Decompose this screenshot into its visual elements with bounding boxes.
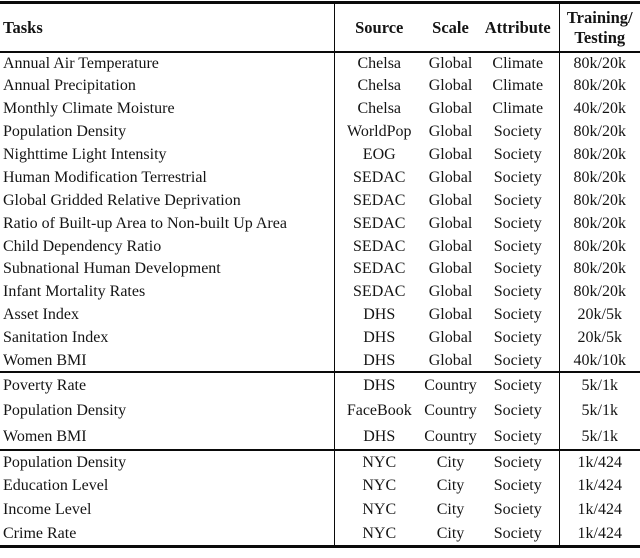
task-cell: Annual Precipitation (0, 75, 334, 98)
scale-cell: Global (428, 123, 473, 141)
task-cell: Subnational Human Development (0, 258, 334, 281)
header-source: Source (334, 3, 424, 53)
source-cell: FaceBook (346, 402, 412, 420)
table-row (0, 498, 640, 522)
attribute-cell: Society (477, 281, 559, 304)
source-cell: SEDAC (353, 237, 406, 255)
table-row (0, 350, 640, 373)
table-row (0, 474, 640, 498)
header-training-line: Training/ (566, 7, 633, 27)
table-row (0, 450, 640, 474)
header-training-testing (559, 3, 640, 53)
table-row (0, 281, 640, 304)
train-test-cell: 20k/5k (577, 306, 622, 324)
attribute-cell: Society (477, 166, 559, 189)
attribute-cell: Society (477, 450, 559, 474)
scale-cell: Global (428, 306, 473, 324)
source-cell: SEDAC (353, 283, 406, 301)
scale-cell: Global (428, 351, 473, 369)
train-test-cell: 5k/1k (581, 376, 618, 394)
scale-cell: Global (428, 146, 473, 163)
table-row (0, 75, 640, 98)
task-cell: Annual Air Temperature (0, 52, 334, 75)
source-cell: EOG (362, 146, 396, 163)
header-tasks: Tasks (0, 3, 334, 53)
attribute-cell: Society (477, 350, 559, 373)
table-row (0, 189, 640, 212)
train-test-cell: 80k/20k (573, 123, 626, 141)
task-cell: Human Modification Terrestrial (0, 166, 334, 189)
task-cell: Child Dependency Ratio (0, 235, 334, 258)
source-cell: SEDAC (353, 168, 406, 186)
table-row (0, 522, 640, 546)
header-attribute: Attribute (477, 3, 559, 53)
attribute-cell: Society (477, 398, 559, 424)
table-row (0, 424, 640, 450)
scale-cell: Global (428, 237, 473, 255)
source-cell: NYC (362, 501, 397, 519)
task-cell: Sanitation Index (0, 327, 334, 350)
table-row (0, 235, 640, 258)
train-test-cell: 5k/1k (581, 427, 618, 445)
table-row (0, 166, 640, 189)
attribute-cell: Society (477, 121, 559, 144)
train-test-cell: 1k/424 (577, 524, 622, 542)
table-row (0, 144, 640, 167)
train-test-cell: 40k/10k (573, 351, 626, 369)
task-cell: Women BMI (0, 350, 334, 373)
table-row (0, 52, 640, 75)
attribute-cell: Society (477, 144, 559, 167)
train-test-cell: 80k/20k (573, 237, 626, 255)
source-cell: WorldPop (347, 123, 412, 141)
source-cell: Chelsa (357, 54, 402, 72)
task-cell: Population Density (0, 398, 334, 424)
source-cell: NYC (362, 453, 397, 471)
scale-cell: Country (424, 376, 477, 394)
task-cell: Ratio of Built-up Area to Non-built Up Area (0, 212, 334, 235)
table-row (0, 258, 640, 281)
train-test-cell: 80k/20k (573, 214, 626, 232)
train-test-cell: 80k/20k (573, 168, 626, 186)
table-header (0, 3, 640, 53)
train-test-cell: 80k/20k (573, 146, 626, 163)
source-cell: SEDAC (353, 191, 406, 209)
scale-cell: Global (428, 168, 473, 186)
train-test-cell: 80k/20k (573, 191, 626, 209)
scale-cell: Country (424, 427, 477, 445)
section-country (0, 372, 640, 450)
scale-cell: Global (428, 260, 473, 278)
task-cell: Women BMI (0, 424, 334, 450)
train-test-cell: 1k/424 (577, 453, 622, 471)
header-testing-line: Testing (574, 27, 626, 47)
table-row (0, 372, 640, 398)
task-cell: Population Density (0, 450, 334, 474)
attribute-cell: Society (477, 498, 559, 522)
source-cell: Chelsa (357, 77, 402, 95)
table-row (0, 398, 640, 424)
task-cell: Monthly Climate Moisture (0, 98, 334, 121)
attribute-cell: Society (477, 372, 559, 398)
scale-cell: Country (424, 402, 477, 420)
scale-cell: Global (428, 54, 473, 72)
train-test-cell: 1k/424 (577, 501, 622, 519)
task-cell: Crime Rate (0, 522, 334, 546)
source-cell: DHS (363, 376, 396, 394)
source-cell: DHS (363, 329, 396, 347)
scale-cell: Global (428, 100, 473, 118)
train-test-cell: 1k/424 (577, 477, 622, 495)
train-test-cell: 80k/20k (573, 260, 626, 278)
task-cell: Nighttime Light Intensity (0, 144, 334, 167)
attribute-cell: Society (477, 235, 559, 258)
attribute-cell: Climate (477, 75, 559, 98)
task-cell: Infant Mortality Rates (0, 281, 334, 304)
task-cell: Population Density (0, 121, 334, 144)
table-row (0, 327, 640, 350)
scale-cell: City (436, 524, 465, 542)
scale-cell: Global (428, 191, 473, 209)
table-row (0, 121, 640, 144)
task-cell: Education Level (0, 474, 334, 498)
task-cell: Income Level (0, 498, 334, 522)
attribute-cell: Society (477, 189, 559, 212)
attribute-cell: Climate (477, 98, 559, 121)
table-row (0, 98, 640, 121)
table-row (0, 304, 640, 327)
header-scale: Scale (424, 3, 477, 53)
source-cell: DHS (363, 306, 396, 324)
scale-cell: City (436, 453, 465, 471)
train-test-cell: 80k/20k (573, 283, 626, 301)
scale-cell: Global (428, 77, 473, 95)
task-cell: Global Gridded Relative Deprivation (0, 189, 334, 212)
source-cell: DHS (363, 427, 396, 445)
source-cell: Chelsa (357, 100, 402, 118)
source-cell: NYC (362, 524, 397, 542)
scale-cell: City (436, 501, 465, 519)
source-cell: NYC (362, 477, 397, 495)
header-row (0, 3, 640, 53)
source-cell: DHS (363, 351, 396, 369)
attribute-cell: Society (477, 212, 559, 235)
train-test-cell: 5k/1k (581, 402, 618, 420)
scale-cell: Global (428, 329, 473, 347)
attribute-cell: Society (477, 327, 559, 350)
train-test-cell: 40k/20k (573, 100, 626, 118)
scale-cell: Global (428, 283, 473, 301)
source-cell: SEDAC (353, 214, 406, 232)
attribute-cell: Society (477, 522, 559, 546)
source-cell: SEDAC (353, 260, 406, 278)
tasks-table (0, 1, 640, 548)
task-cell: Asset Index (0, 304, 334, 327)
task-cell: Poverty Rate (0, 372, 334, 398)
scale-cell: Global (428, 214, 473, 232)
table-row (0, 212, 640, 235)
attribute-cell: Society (477, 304, 559, 327)
attribute-cell: Society (477, 474, 559, 498)
train-test-cell: 80k/20k (573, 77, 626, 95)
train-test-cell: 20k/5k (577, 329, 622, 347)
scale-cell: City (436, 477, 465, 495)
attribute-cell: Society (477, 424, 559, 450)
train-test-cell: 80k/20k (573, 54, 626, 72)
section-global (0, 52, 640, 372)
section-city (0, 450, 640, 546)
attribute-cell: Society (477, 258, 559, 281)
attribute-cell: Climate (477, 52, 559, 75)
